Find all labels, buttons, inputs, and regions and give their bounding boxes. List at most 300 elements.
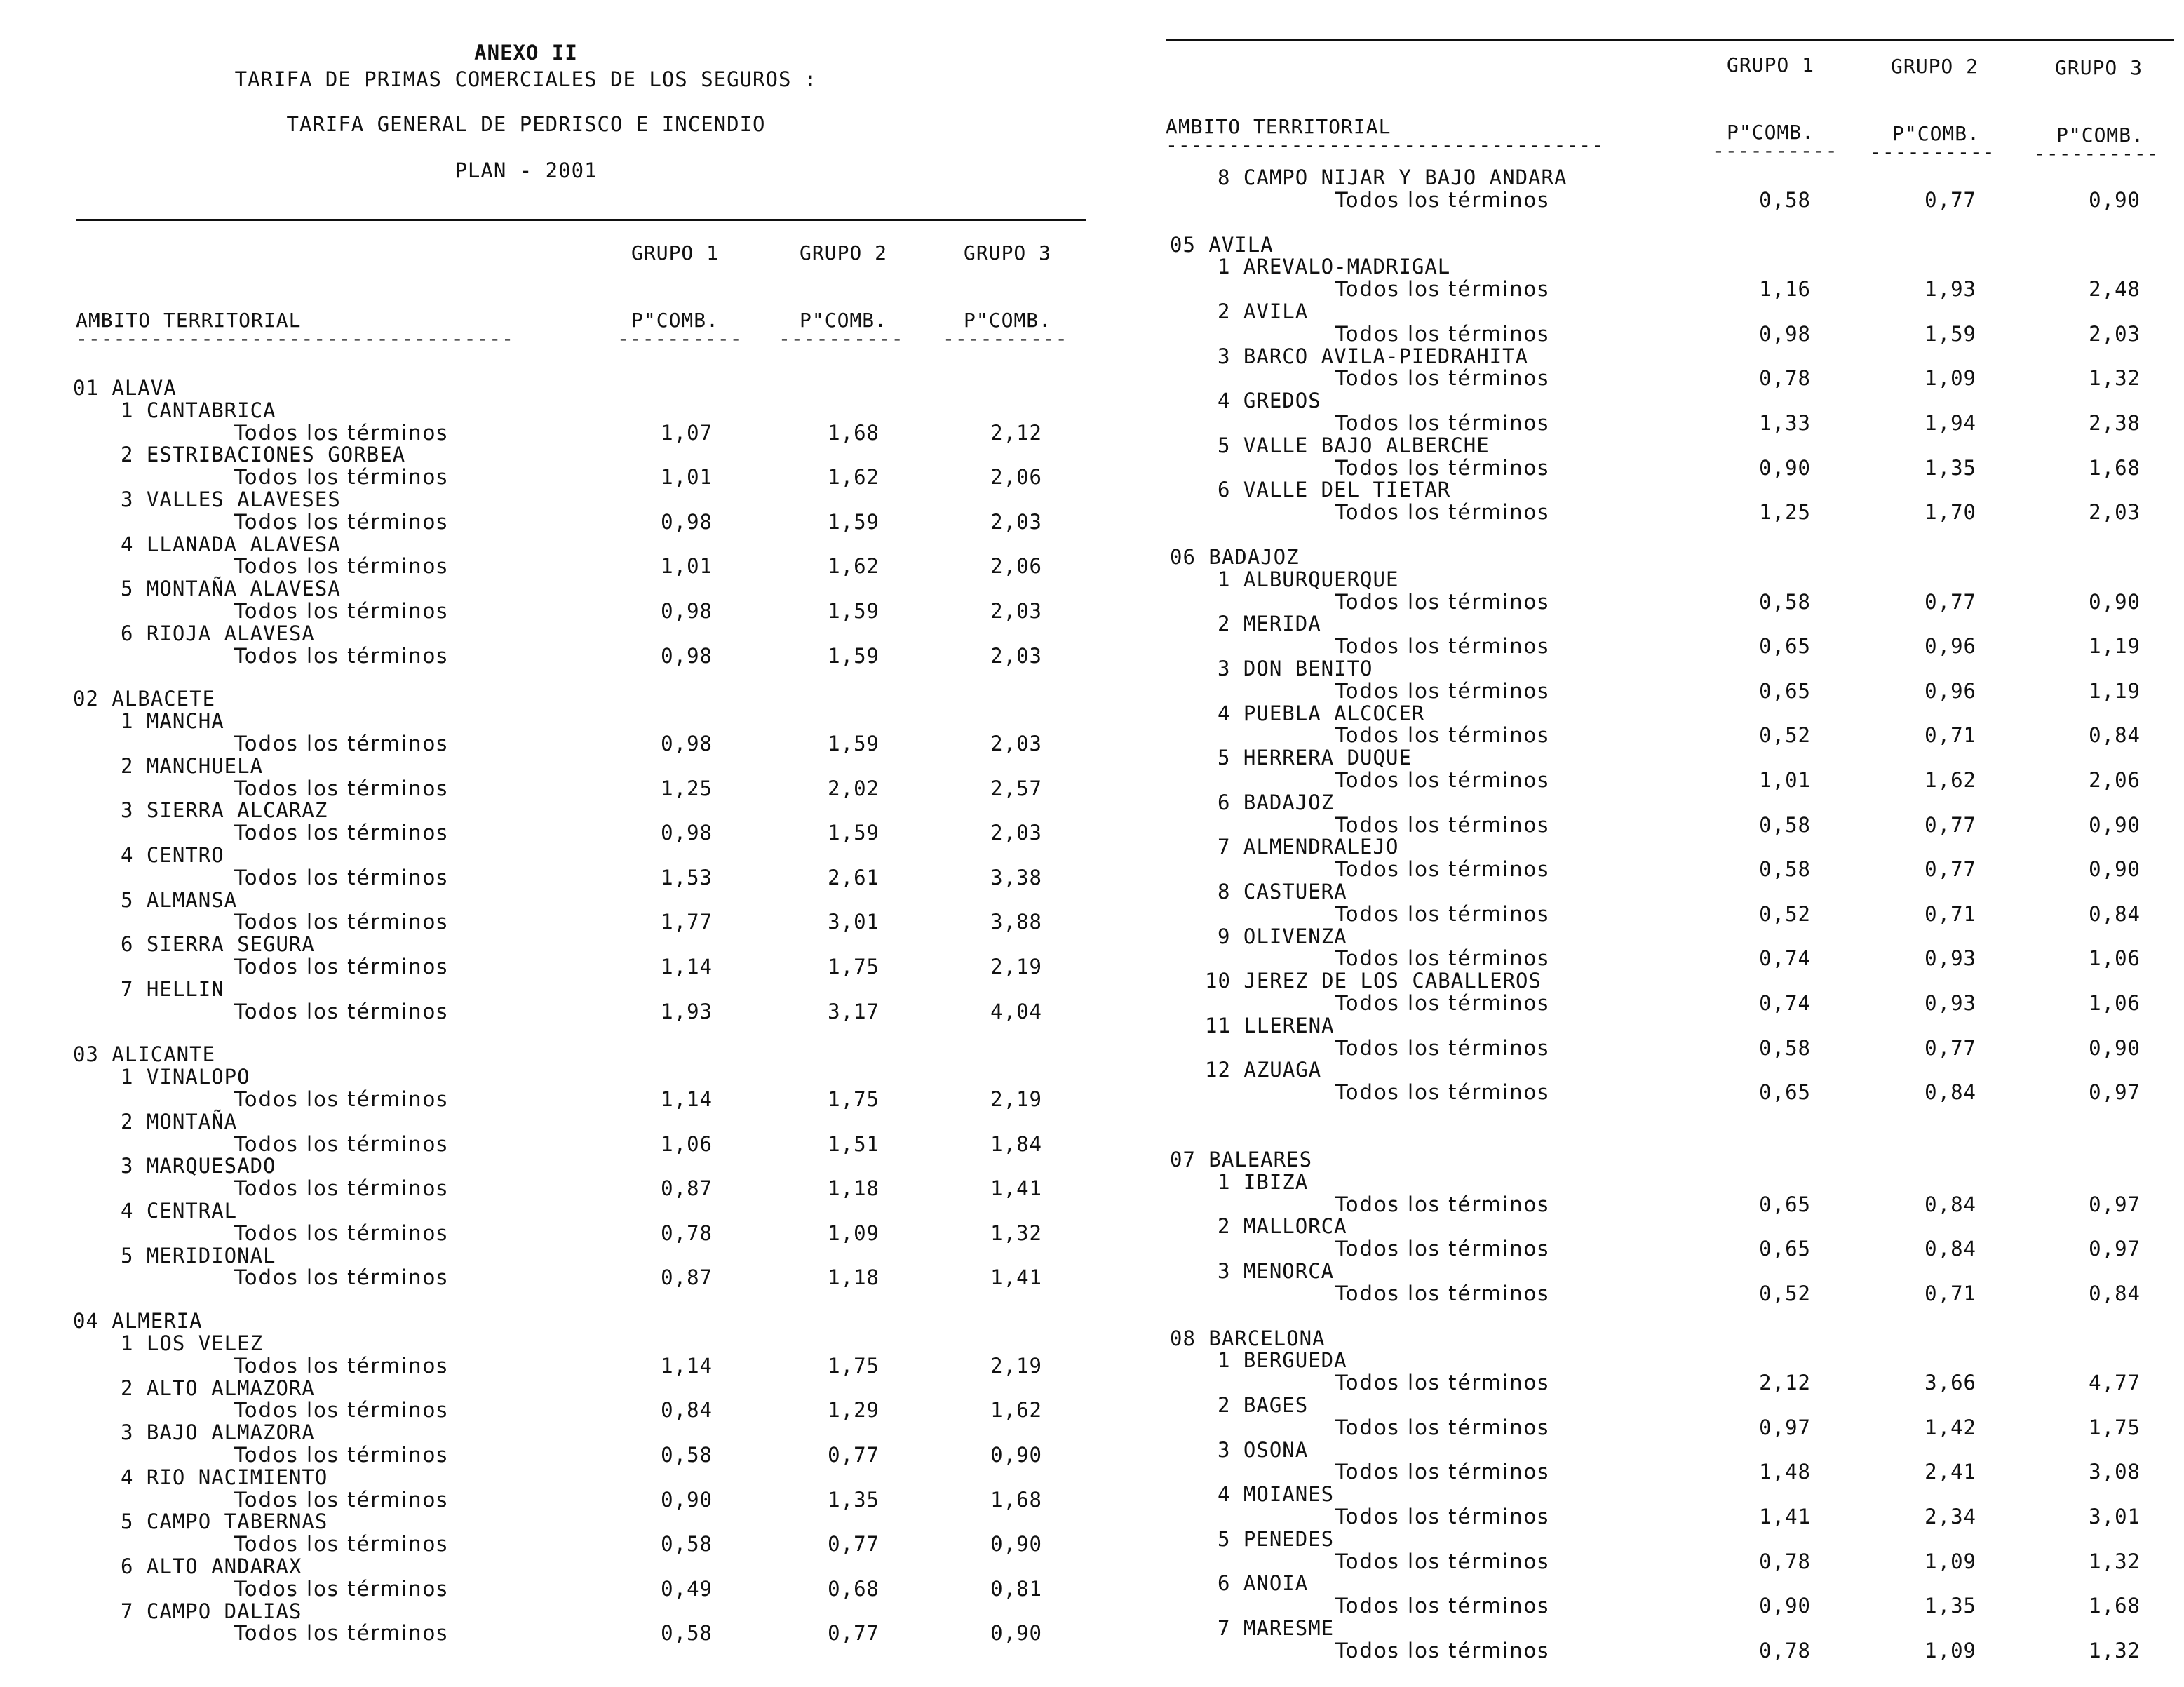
grupo3-value: 1,06	[2089, 991, 2141, 1015]
grupo1-value: 0,52	[1759, 1281, 1811, 1305]
grupo2-value: 1,75	[828, 955, 879, 979]
right-grupo1-dash: ----------	[1713, 139, 1838, 162]
grupo1-value: 1,14	[661, 955, 713, 979]
grupo3-value: 0,90	[2089, 812, 2141, 837]
terms-label: Todos los términos	[1335, 768, 1550, 792]
province-name: 08 BARCELONA	[1170, 1326, 1326, 1350]
grupo1-value: 1,48	[1759, 1460, 1811, 1484]
tariff-title-line1: TARIFA DE PRIMAS COMERCIALES DE LOS SEGUROS :	[234, 67, 818, 91]
right-grupo2-unit: P"COMB.	[1892, 122, 1981, 145]
grupo3-value: 0,90	[990, 1532, 1042, 1557]
grupo1-value: 1,14	[661, 1353, 713, 1378]
grupo2-value: 0,96	[1925, 634, 1976, 659]
grupo1-value: 0,52	[1759, 723, 1811, 748]
grupo2-value: 1,75	[828, 1087, 879, 1111]
terms-label: Todos los términos	[1335, 946, 1550, 971]
grupo1-value: 1,01	[661, 554, 713, 579]
terms-label: Todos los términos	[1335, 411, 1550, 435]
grupo1-value: 0,52	[1759, 901, 1811, 926]
terms-label: Todos los términos	[234, 732, 449, 755]
comarca-name: 2 MERIDA	[1218, 612, 1321, 636]
grupo1-value: 0,98	[661, 599, 713, 623]
comarca-name: 4 GREDOS	[1218, 389, 1321, 413]
comarca-name: 3 BARCO AVILA-PIEDRAHITA	[1218, 344, 1529, 368]
grupo2-value: 1,93	[1925, 277, 1976, 302]
terms-label: Todos los términos	[234, 1398, 449, 1423]
grupo3-value: 3,08	[2089, 1460, 2141, 1484]
terms-label: Todos los términos	[1335, 1638, 1550, 1662]
comarca-name: 5 ALMANSA	[121, 887, 238, 912]
terms-label: Todos los términos	[1335, 1035, 1550, 1060]
grupo1-value: 1,16	[1759, 277, 1811, 302]
grupo2-value: 1,59	[828, 821, 879, 845]
comarca-name: 3 MARQUESADO	[121, 1154, 276, 1178]
grupo2-value: 1,59	[828, 643, 879, 668]
grupo2-value: 0,77	[1925, 589, 1976, 614]
grupo1-value: 1,01	[1759, 768, 1811, 792]
terms-label: Todos los términos	[1335, 455, 1550, 480]
grupo1-value: 0,65	[1759, 1192, 1811, 1216]
grupo3-value: 0,97	[2089, 1080, 2141, 1105]
comarca-name: 4 CENTRAL	[121, 1199, 238, 1223]
grupo1-value: 0,90	[1759, 455, 1811, 480]
comarca-name: 1 ALBURQUERQUE	[1218, 567, 1399, 591]
comarca-name: 1 BERGUEDA	[1218, 1348, 1347, 1373]
terms-label: Todos los términos	[234, 1621, 449, 1646]
terms-label: Todos los términos	[234, 1443, 449, 1467]
grupo1-value: 0,65	[1759, 1237, 1811, 1261]
grupo1-value: 0,97	[1759, 1415, 1811, 1439]
grupo1-value: 0,65	[1759, 1080, 1811, 1105]
grupo2-value: 1,59	[828, 732, 879, 755]
province-name: 07 BALEARES	[1170, 1148, 1313, 1171]
terms-label: Todos los términos	[234, 1221, 449, 1245]
grupo3-value: 0,81	[990, 1576, 1042, 1601]
comarca-name: 2 AVILA	[1218, 300, 1309, 323]
grupo3-value: 1,68	[990, 1487, 1042, 1512]
terms-label: Todos los términos	[234, 643, 449, 668]
left-grupo2-dash: ----------	[778, 327, 904, 350]
annex-title: ANEXO II	[474, 41, 578, 65]
right-grupo3-header: GRUPO 3	[2055, 56, 2143, 79]
grupo1-value: 0,58	[661, 1532, 713, 1557]
terms-label: Todos los términos	[234, 1532, 449, 1557]
right-grupo2-header: GRUPO 2	[1891, 55, 1979, 78]
grupo1-value: 1,41	[1759, 1505, 1811, 1528]
grupo2-value: 0,84	[1925, 1080, 1976, 1105]
terms-label: Todos los términos	[234, 420, 449, 445]
comarca-name: 1 LOS VELEZ	[121, 1331, 264, 1355]
grupo2-value: 1,75	[828, 1353, 879, 1378]
left-grupo3-dash: ----------	[943, 327, 1068, 350]
grupo1-value: 0,78	[1759, 366, 1811, 391]
terms-label: Todos los términos	[234, 1353, 449, 1378]
right-ambito-header: AMBITO TERRITORIAL	[1166, 115, 1391, 138]
comarca-name: 7 ALMENDRALEJO	[1218, 835, 1399, 859]
grupo1-value: 1,01	[661, 465, 713, 490]
grupo1-value: 1,25	[661, 776, 713, 800]
terms-label: Todos los términos	[1335, 277, 1550, 302]
comarca-name: 2 ALTO ALMAZORA	[121, 1376, 315, 1400]
right-grupo3-dash: ----------	[2034, 142, 2159, 165]
grupo3-value: 2,38	[2089, 411, 2141, 435]
grupo2-value: 0,77	[828, 1532, 879, 1557]
grupo3-value: 2,03	[990, 509, 1042, 534]
grupo2-value: 1,09	[1925, 366, 1976, 391]
grupo3-value: 1,32	[990, 1221, 1042, 1245]
grupo3-value: 2,12	[990, 420, 1042, 445]
grupo2-value: 0,84	[1925, 1237, 1976, 1261]
grupo2-value: 1,59	[828, 509, 879, 534]
comarca-name: 4 MOIANES	[1218, 1482, 1335, 1507]
comarca-name: 6 BADAJOZ	[1218, 790, 1335, 814]
terms-label: Todos los términos	[234, 1487, 449, 1512]
terms-label: Todos los términos	[1335, 1594, 1550, 1618]
grupo1-value: 0,87	[661, 1265, 713, 1290]
terms-label: Todos los términos	[1335, 1192, 1550, 1216]
grupo1-value: 0,58	[661, 1621, 713, 1646]
grupo1-value: 0,78	[661, 1221, 713, 1245]
grupo3-value: 4,04	[990, 999, 1042, 1023]
grupo1-value: 0,58	[1759, 812, 1811, 837]
comarca-name: 7 HELLIN	[121, 976, 224, 1001]
grupo2-value: 1,09	[1925, 1638, 1976, 1662]
comarca-name: 1 CANTABRICA	[121, 398, 276, 422]
terms-label: Todos los términos	[234, 1265, 449, 1290]
comarca-name: 9 OLIVENZA	[1218, 924, 1347, 948]
grupo3-value: 2,19	[990, 1087, 1042, 1111]
grupo1-value: 0,98	[1759, 321, 1811, 346]
terms-label: Todos los términos	[1335, 1505, 1550, 1528]
grupo3-value: 1,06	[2089, 946, 2141, 971]
plan-title: PLAN - 2001	[454, 159, 598, 182]
grupo1-value: 0,58	[1759, 187, 1811, 212]
comarca-name: 1 IBIZA	[1218, 1169, 1309, 1194]
grupo2-value: 0,93	[1925, 946, 1976, 971]
comarca-name: 6 VALLE DEL TIETAR	[1218, 478, 1451, 502]
grupo3-value: 0,90	[2089, 187, 2141, 212]
comarca-name: 4 LLANADA ALAVESA	[121, 532, 341, 556]
terms-label: Todos los términos	[234, 1131, 449, 1156]
grupo2-value: 0,71	[1925, 1281, 1976, 1305]
grupo3-value: 2,03	[990, 599, 1042, 623]
grupo1-value: 2,12	[1759, 1371, 1811, 1395]
terms-label: Todos los términos	[1335, 500, 1550, 525]
grupo2-value: 1,59	[828, 599, 879, 623]
grupo2-value: 0,77	[1925, 812, 1976, 837]
grupo1-value: 1,14	[661, 1087, 713, 1111]
grupo2-value: 1,09	[828, 1221, 879, 1245]
grupo1-value: 1,93	[661, 999, 713, 1023]
terms-label: Todos los términos	[234, 955, 449, 979]
terms-label: Todos los términos	[1335, 1549, 1550, 1573]
grupo2-value: 2,02	[828, 776, 879, 800]
right-grupo3-unit: P"COMB.	[2056, 123, 2145, 147]
grupo3-value: 2,03	[2089, 321, 2141, 346]
comarca-name: 2 MALLORCA	[1218, 1214, 1347, 1239]
terms-label: Todos los términos	[1335, 366, 1550, 391]
comarca-name: 4 RIO NACIMIENTO	[121, 1465, 328, 1489]
left-ambito-dash: -----------------------------------	[76, 327, 515, 350]
terms-label: Todos los términos	[1335, 1080, 1550, 1105]
grupo2-value: 3,17	[828, 999, 879, 1023]
terms-label: Todos los términos	[1335, 634, 1550, 659]
terms-label: Todos los términos	[234, 1176, 449, 1201]
grupo1-value: 0,74	[1759, 946, 1811, 971]
terms-label: Todos los términos	[234, 554, 449, 579]
grupo1-value: 0,65	[1759, 634, 1811, 659]
comarca-name: 5 MERIDIONAL	[121, 1243, 276, 1268]
grupo1-value: 0,98	[661, 643, 713, 668]
comarca-name: 1 VINALOPO	[121, 1065, 250, 1089]
grupo1-value: 1,06	[661, 1131, 713, 1156]
grupo2-value: 2,61	[828, 865, 879, 889]
comarca-name: 5 HERRERA DUQUE	[1218, 746, 1412, 770]
terms-label: Todos los términos	[1335, 1415, 1550, 1439]
left-page	[70, 0, 1094, 1687]
comarca-name: 2 ESTRIBACIONES GORBEA	[121, 443, 406, 467]
grupo3-value: 4,77	[2089, 1371, 2141, 1395]
terms-label: Todos los términos	[1335, 589, 1550, 614]
comarca-name: 6 ALTO ANDARAX	[121, 1554, 302, 1578]
grupo2-value: 1,68	[828, 420, 879, 445]
grupo1-value: 0,98	[661, 821, 713, 845]
left-grupo2-header: GRUPO 2	[800, 241, 888, 264]
comarca-name: 2 MANCHUELA	[121, 753, 264, 778]
grupo2-value: 0,77	[1925, 857, 1976, 882]
province-name: 03 ALICANTE	[73, 1042, 216, 1067]
terms-label: Todos los términos	[234, 1576, 449, 1601]
comarca-name: 7 MARESME	[1218, 1616, 1335, 1640]
grupo2-value: 2,34	[1925, 1505, 1976, 1528]
grupo2-value: 1,18	[828, 1265, 879, 1290]
terms-label: Todos los términos	[1335, 678, 1550, 703]
grupo3-value: 2,19	[990, 955, 1042, 979]
grupo3-value: 1,84	[990, 1131, 1042, 1156]
grupo3-value: 0,90	[2089, 589, 2141, 614]
grupo3-value: 2,03	[2089, 500, 2141, 525]
left-ambito-header: AMBITO TERRITORIAL	[76, 309, 302, 332]
left-grupo3-unit: P"COMB.	[964, 309, 1052, 332]
comarca-name: 4 PUEBLA ALCOCER	[1218, 701, 1425, 725]
terms-label: Todos los términos	[1335, 812, 1550, 837]
grupo3-value: 3,88	[990, 910, 1042, 934]
grupo3-value: 0,84	[2089, 901, 2141, 926]
grupo2-value: 1,62	[1925, 768, 1976, 792]
comarca-name: 3 MENORCA	[1218, 1259, 1335, 1283]
grupo2-value: 0,93	[1925, 991, 1976, 1015]
grupo1-value: 0,90	[1759, 1594, 1811, 1618]
comarca-name: 2 BAGES	[1218, 1393, 1309, 1417]
province-name: 04 ALMERIA	[73, 1309, 203, 1333]
grupo2-value: 1,35	[828, 1487, 879, 1512]
grupo2-value: 1,35	[1925, 455, 1976, 480]
terms-label: Todos los términos	[1335, 1371, 1550, 1395]
grupo1-value: 0,58	[661, 1443, 713, 1467]
grupo3-value: 1,19	[2089, 678, 2141, 703]
grupo3-value: 2,19	[990, 1353, 1042, 1378]
grupo2-value: 3,01	[828, 910, 879, 934]
grupo2-value: 1,18	[828, 1176, 879, 1201]
grupo2-value: 1,62	[828, 554, 879, 579]
terms-label: Todos los términos	[234, 999, 449, 1023]
comarca-name: 6 ANOIA	[1218, 1571, 1309, 1596]
grupo1-value: 0,78	[1759, 1549, 1811, 1573]
province-name: 02 ALBACETE	[73, 687, 216, 711]
terms-label: Todos los términos	[1335, 1281, 1550, 1305]
terms-label: Todos los términos	[234, 821, 449, 845]
comarca-name: 5 MONTAÑA ALAVESA	[121, 577, 341, 601]
grupo3-value: 3,01	[2089, 1505, 2141, 1528]
terms-label: Todos los términos	[1335, 857, 1550, 882]
terms-label: Todos los términos	[1335, 1237, 1550, 1261]
comarca-name: 7 CAMPO DALIAS	[121, 1599, 302, 1623]
grupo2-value: 1,94	[1925, 411, 1976, 435]
grupo1-value: 0,78	[1759, 1638, 1811, 1662]
comarca-name: 3 DON BENITO	[1218, 657, 1373, 680]
grupo2-value: 0,77	[1925, 187, 1976, 212]
grupo3-value: 2,48	[2089, 277, 2141, 302]
grupo2-value: 1,51	[828, 1131, 879, 1156]
grupo3-value: 1,68	[2089, 1594, 2141, 1618]
terms-label: Todos los términos	[234, 1087, 449, 1111]
grupo2-value: 1,42	[1925, 1415, 1976, 1439]
terms-label: Todos los términos	[234, 865, 449, 889]
grupo3-value: 1,75	[2089, 1415, 2141, 1439]
terms-label: Todos los términos	[1335, 901, 1550, 926]
comarca-name: 3 BAJO ALMAZORA	[121, 1420, 315, 1445]
grupo3-value: 2,03	[990, 821, 1042, 845]
grupo2-value: 0,77	[828, 1621, 879, 1646]
grupo3-value: 1,19	[2089, 634, 2141, 659]
grupo2-value: 0,96	[1925, 678, 1976, 703]
comarca-name: 6 SIERRA SEGURA	[121, 932, 315, 957]
grupo1-value: 0,84	[661, 1398, 713, 1423]
left-grupo1-header: GRUPO 1	[631, 241, 720, 264]
grupo3-value: 1,68	[2089, 455, 2141, 480]
grupo3-value: 1,62	[990, 1398, 1042, 1423]
right-grupo1-header: GRUPO 1	[1727, 53, 1815, 76]
grupo2-value: 2,41	[1925, 1460, 1976, 1484]
comarca-name: 8 CASTUERA	[1218, 880, 1347, 903]
left-grupo1-dash: ----------	[617, 327, 743, 350]
grupo3-value: 1,32	[2089, 1638, 2141, 1662]
grupo2-value: 0,71	[1925, 723, 1976, 748]
grupo2-value: 1,62	[828, 465, 879, 490]
province-name: 05 AVILA	[1170, 232, 1274, 257]
comarca-name: 2 MONTAÑA	[121, 1109, 238, 1134]
comarca-name: 3 VALLES ALAVESES	[121, 488, 341, 511]
comarca-name: 3 SIERRA ALCARAZ	[121, 798, 328, 823]
comarca-name: 10 JEREZ DE LOS CABALLEROS	[1205, 969, 1542, 993]
grupo2-value: 0,77	[828, 1443, 879, 1467]
grupo1-value: 1,53	[661, 865, 713, 889]
grupo2-value: 0,84	[1925, 1192, 1976, 1216]
comarca-name: 6 RIOJA ALAVESA	[121, 621, 315, 645]
grupo1-value: 0,58	[1759, 857, 1811, 882]
top-rule	[76, 219, 1086, 221]
grupo2-value: 3,66	[1925, 1371, 1976, 1395]
grupo3-value: 1,41	[990, 1265, 1042, 1290]
comarca-name: 5 PENEDES	[1218, 1526, 1335, 1551]
grupo1-value: 0,87	[661, 1176, 713, 1201]
grupo3-value: 0,90	[2089, 1035, 2141, 1060]
comarca-name: 1 MANCHA	[121, 709, 224, 734]
grupo2-value: 0,68	[828, 1576, 879, 1601]
grupo3-value: 0,84	[2089, 1281, 2141, 1305]
grupo1-value: 0,58	[1759, 1035, 1811, 1060]
terms-label: Todos los términos	[1335, 723, 1550, 748]
province-name: 01 ALAVA	[73, 376, 177, 400]
grupo1-value: 1,33	[1759, 411, 1811, 435]
comarca-name: 12 AZUAGA	[1205, 1058, 1322, 1082]
grupo3-value: 2,06	[990, 554, 1042, 579]
right-ambito-dash: -----------------------------------	[1166, 133, 1605, 156]
right-grupo2-dash: ----------	[1870, 140, 1995, 163]
grupo3-value: 2,06	[2089, 768, 2141, 792]
grupo1-value: 0,98	[661, 509, 713, 534]
comarca-name: 3 OSONA	[1218, 1437, 1309, 1462]
grupo1-value: 0,98	[661, 732, 713, 755]
grupo3-value: 1,41	[990, 1176, 1042, 1201]
comarca-name: 5 CAMPO TABERNAS	[121, 1510, 328, 1534]
grupo3-value: 0,84	[2089, 723, 2141, 748]
grupo2-value: 1,35	[1925, 1594, 1976, 1618]
terms-label: Todos los términos	[1335, 1460, 1550, 1484]
grupo2-value: 1,70	[1925, 500, 1976, 525]
grupo3-value: 2,57	[990, 776, 1042, 800]
comarca-name: 4 CENTRO	[121, 843, 224, 867]
grupo1-value: 0,74	[1759, 991, 1811, 1015]
grupo3-value: 1,32	[2089, 1549, 2141, 1573]
terms-label: Todos los términos	[234, 465, 449, 490]
grupo3-value: 0,90	[990, 1621, 1042, 1646]
grupo1-value: 0,65	[1759, 678, 1811, 703]
right-top-rule	[1166, 39, 2174, 41]
province-name: 06 BADAJOZ	[1170, 545, 1300, 569]
terms-label: Todos los términos	[1335, 321, 1550, 346]
grupo3-value: 0,97	[2089, 1192, 2141, 1216]
comarca-name: 8 CAMPO NIJAR Y BAJO ANDARA	[1218, 166, 1568, 189]
terms-label: Todos los términos	[234, 509, 449, 534]
grupo1-value: 1,77	[661, 910, 713, 934]
grupo2-value: 0,77	[1925, 1035, 1976, 1060]
comarca-name: 11 LLERENA	[1205, 1013, 1335, 1037]
grupo2-value: 1,29	[828, 1398, 879, 1423]
grupo3-value: 3,38	[990, 865, 1042, 889]
terms-label: Todos los términos	[234, 599, 449, 623]
grupo1-value: 0,90	[661, 1487, 713, 1512]
grupo1-value: 1,07	[661, 420, 713, 445]
grupo3-value: 0,90	[2089, 857, 2141, 882]
left-grupo2-unit: P"COMB.	[800, 309, 888, 332]
right-grupo1-unit: P"COMB.	[1727, 121, 1815, 144]
comarca-name: 1 AREVALO-MADRIGAL	[1218, 255, 1451, 279]
left-grupo3-header: GRUPO 3	[964, 241, 1052, 264]
grupo1-value: 0,49	[661, 1576, 713, 1601]
comarca-name: 5 VALLE BAJO ALBERCHE	[1218, 433, 1490, 457]
grupo3-value: 0,90	[990, 1443, 1042, 1467]
terms-label: Todos los términos	[1335, 187, 1550, 212]
grupo3-value: 2,06	[990, 465, 1042, 490]
grupo1-value: 1,25	[1759, 500, 1811, 525]
grupo3-value: 1,32	[2089, 366, 2141, 391]
left-grupo1-unit: P"COMB.	[631, 309, 720, 332]
grupo3-value: 0,97	[2089, 1237, 2141, 1261]
grupo1-value: 0,58	[1759, 589, 1811, 614]
terms-label: Todos los términos	[234, 776, 449, 800]
grupo2-value: 1,59	[1925, 321, 1976, 346]
